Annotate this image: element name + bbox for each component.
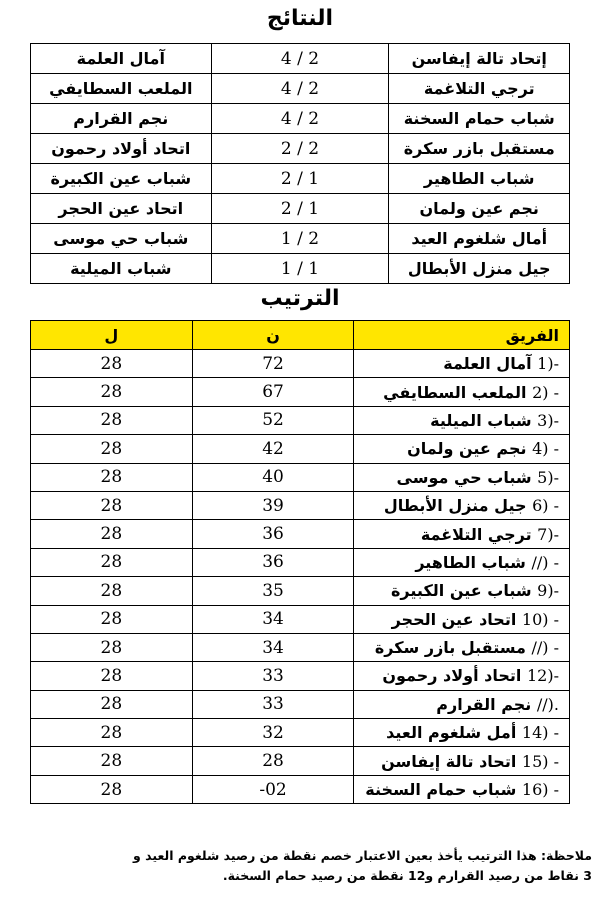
match-row [31, 74, 570, 104]
match-row [31, 224, 570, 254]
standings-row [31, 577, 570, 605]
team-column-header: الفريق [354, 321, 570, 350]
match-row [31, 104, 570, 134]
played-cell: 28 [31, 605, 193, 633]
standings-row [31, 747, 570, 775]
team-cell [354, 577, 570, 605]
rank-label: 2) - [532, 382, 559, 402]
rank-label: 7)- [537, 524, 559, 544]
rank-label: 9)- [537, 581, 559, 601]
team-cell [354, 662, 570, 690]
rank-label: 14) - [521, 723, 559, 743]
away-team: نجم القرارم [31, 104, 212, 134]
points-cell: 72 [192, 350, 354, 378]
standings-table [30, 320, 570, 804]
played-cell: 28 [31, 633, 193, 661]
match-row [31, 134, 570, 164]
home-team: شباب الطاهير [389, 164, 570, 194]
team-cell [354, 406, 570, 434]
points-cell: 28 [192, 747, 354, 775]
team-cell [354, 747, 570, 775]
match-score: 1 / 2 [211, 224, 389, 254]
standings-row [31, 406, 570, 434]
team-cell [354, 719, 570, 747]
match-score: 2 / 1 [211, 194, 389, 224]
team-cell [354, 378, 570, 406]
team-name: أمل شلغوم العيد [386, 723, 517, 743]
team-name: شباب عين الكبيرة [390, 581, 532, 601]
match-row [31, 44, 570, 74]
played-cell: 28 [31, 548, 193, 576]
rank-label: 1)- [537, 354, 559, 374]
home-team: أمال شلغوم العيد [389, 224, 570, 254]
team-cell [354, 548, 570, 576]
note-line-1: ملاحظة: هذا الترتيب يأخذ بعين الاعتبار خصم نقطة من رصيد شلغوم العيد و [133, 848, 592, 863]
points-cell: 39 [192, 491, 354, 519]
match-score: 4 / 2 [211, 44, 389, 74]
standings-row [31, 463, 570, 491]
match-row [31, 194, 570, 224]
rank-label: //) - [531, 638, 559, 658]
away-team: شباب عين الكبيرة [31, 164, 212, 194]
home-team: جيل منزل الأبطال [389, 254, 570, 284]
standings-row [31, 662, 570, 690]
match-score: 4 / 2 [211, 104, 389, 134]
match-row [31, 254, 570, 284]
away-team: شباب الميلية [31, 254, 212, 284]
match-score: 4 / 2 [211, 74, 389, 104]
points-cell: 33 [192, 690, 354, 718]
rank-label: //) - [531, 552, 559, 572]
note-line-2: 3 نقاط من رصيد القرارم و12 نقطة من رصيد حمام السخنة. [222, 868, 592, 883]
rank-label: 16) - [521, 780, 559, 800]
standings-row [31, 775, 570, 803]
team-cell [354, 435, 570, 463]
rank-label: //). [536, 694, 559, 714]
standings-row [31, 491, 570, 519]
team-name: نجم عين ولمان [407, 439, 527, 459]
rank-label: 6) - [532, 496, 559, 516]
team-name: جيل منزل الأبطال [383, 496, 527, 516]
points-cell: 36 [192, 548, 354, 576]
match-row [31, 164, 570, 194]
played-cell: 28 [31, 662, 193, 690]
points-cell: 32 [192, 719, 354, 747]
match-score: 2 / 1 [211, 164, 389, 194]
played-cell: 28 [31, 463, 193, 491]
home-team: شباب حمام السخنة [389, 104, 570, 134]
played-cell: 28 [31, 406, 193, 434]
team-name: اتحاد عين الحجر [391, 609, 517, 629]
results-title: النتائج [266, 6, 334, 31]
team-name: شباب حي موسى [396, 467, 532, 487]
standings-row [31, 548, 570, 576]
team-cell [354, 520, 570, 548]
team-name: ترجي التلاغمة [420, 524, 532, 544]
played-cell: 28 [31, 491, 193, 519]
away-team: اتحاد أولاد رحمون [31, 134, 212, 164]
match-score: 1 / 1 [211, 254, 389, 284]
standings-row [31, 378, 570, 406]
match-score: 2 / 2 [211, 134, 389, 164]
points-cell: -02 [192, 775, 354, 803]
team-cell [354, 633, 570, 661]
points-cell: 67 [192, 378, 354, 406]
away-team: آمال العلمة [31, 44, 212, 74]
played-cell: 28 [31, 747, 193, 775]
team-name: نجم القرارم [436, 694, 532, 714]
points-cell: 40 [192, 463, 354, 491]
home-team: مستقبل بازر سكرة [389, 134, 570, 164]
points-cell: 33 [192, 662, 354, 690]
standings-header-row [31, 321, 570, 350]
standings-row [31, 633, 570, 661]
away-team: اتحاد عين الحجر [31, 194, 212, 224]
points-cell: 52 [192, 406, 354, 434]
team-name: اتحاد أولاد رحمون [382, 666, 522, 686]
points-cell: 34 [192, 633, 354, 661]
points-cell: 42 [192, 435, 354, 463]
team-name: اتحاد تالة إيفاسن [381, 751, 517, 771]
points-cell: 34 [192, 605, 354, 633]
team-name: شباب حمام السخنة [365, 780, 517, 800]
rank-label: 3)- [537, 410, 559, 430]
home-team: إتحاد تالة إيفاسن [389, 44, 570, 74]
team-cell [354, 463, 570, 491]
standings-row [31, 719, 570, 747]
team-name: مستقبل بازر سكرة [374, 638, 526, 658]
rank-label: 4) - [532, 439, 559, 459]
team-cell [354, 605, 570, 633]
played-cell: 28 [31, 577, 193, 605]
results-table [30, 43, 570, 284]
away-team: شباب حي موسى [31, 224, 212, 254]
standings-title: الترتيب [260, 286, 340, 311]
standings-row [31, 350, 570, 378]
team-name: آمال العلمة [443, 354, 532, 374]
played-cell: 28 [31, 435, 193, 463]
home-team: ترجي التلاغمة [389, 74, 570, 104]
team-name: شباب الميلية [430, 410, 532, 430]
played-cell: 28 [31, 378, 193, 406]
rank-label: 10) - [521, 609, 559, 629]
team-name: الملعب السطايفي [383, 382, 527, 402]
team-name: شباب الطاهير [415, 552, 526, 572]
rank-label: 12)- [526, 666, 559, 686]
away-team: الملعب السطايفي [31, 74, 212, 104]
played-cell: 28 [31, 350, 193, 378]
points-column-header: ن [192, 321, 354, 350]
points-cell: 36 [192, 520, 354, 548]
played-cell: 28 [31, 719, 193, 747]
rank-label: 5)- [537, 467, 559, 487]
rank-label: 15) - [521, 751, 559, 771]
standings-row [31, 435, 570, 463]
standings-row [31, 690, 570, 718]
points-cell: 35 [192, 577, 354, 605]
standings-row [31, 520, 570, 548]
played-cell: 28 [31, 690, 193, 718]
team-cell [354, 775, 570, 803]
played-cell: 28 [31, 520, 193, 548]
played-cell: 28 [31, 775, 193, 803]
standings-row [31, 605, 570, 633]
team-cell [354, 350, 570, 378]
home-team: نجم عين ولمان [389, 194, 570, 224]
team-cell [354, 690, 570, 718]
note [8, 846, 592, 886]
team-cell [354, 491, 570, 519]
played-column-header: ل [31, 321, 193, 350]
